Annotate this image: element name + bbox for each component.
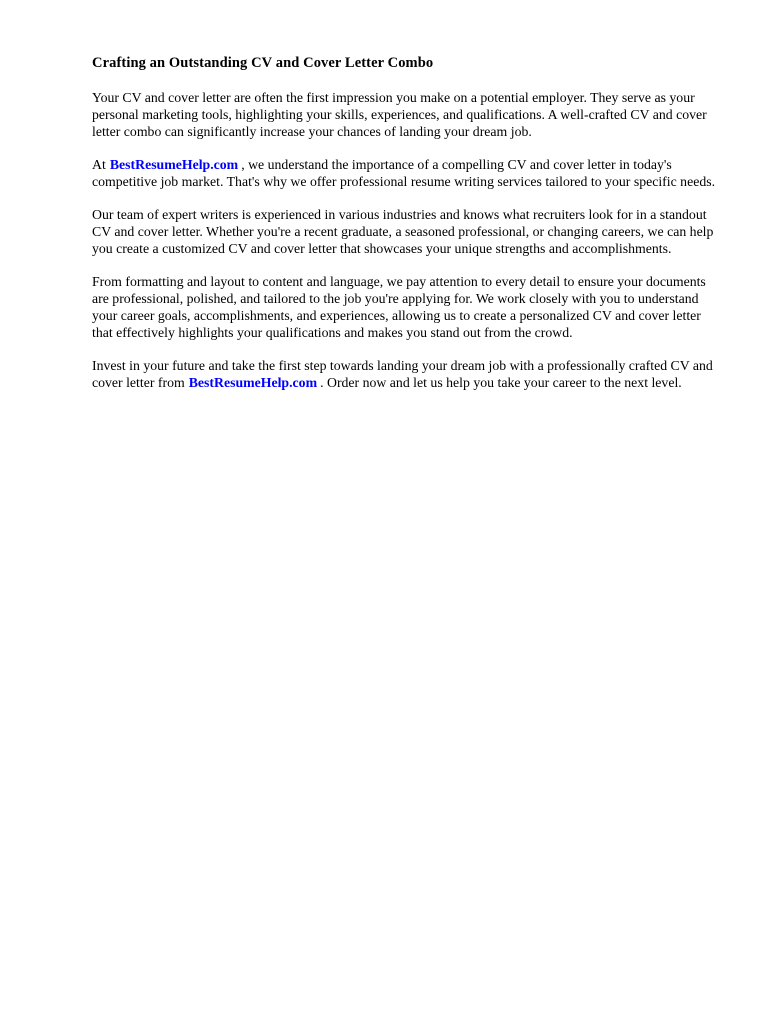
paragraph-services-text-before: At [92, 157, 106, 172]
document-title: Crafting an Outstanding CV and Cover Letter Combo [92, 55, 434, 71]
bestresumehelp-link-2[interactable]: BestResumeHelp.com [188, 375, 318, 390]
paragraph-services-text-after: , we understand the importance of a compelling CV and cover letter in today's competitive job market. That's why we offer professional resume writing services tailored to your specific needs. [92, 157, 716, 189]
document-content [92, 54, 724, 407]
paragraph-team: Our team of expert writers is experienced in various industries and knows what recruiters look for in a standout CV and cover letter. Whether you're a recent graduate, a seasoned professional, or changing careers, we can help you create a customized CV and cover letter that showcases your unique strengths and accomplishments. [92, 207, 714, 256]
paragraph-intro: Your CV and cover letter are often the first impression you make on a potential employer. They serve as your personal marketing tools, highlighting your skills, experiences, and qualifications. A well-crafted CV and cover letter combo can significantly increase your chances of landing your dream job. [92, 90, 707, 139]
paragraph-cta [92, 357, 724, 391]
paragraph-cta-text-after: . Order now and let us help you take your career to the next level. [320, 375, 682, 390]
paragraph-cta-text-before: Invest in your future and take the first step towards landing your dream job with a professionally crafted CV and cover letter from [92, 358, 713, 390]
paragraph-detail: From formatting and layout to content and language, we pay attention to every detail to ensure your documents are professional, polished, and tailored to the job you're applying for. We work closely with you to understand your career goals, accomplishments, and experiences, allowing us to create a personalized CV and cover letter that effectively highlights your qualifications and makes you stand out from the crowd. [92, 274, 706, 340]
bestresumehelp-link[interactable]: BestResumeHelp.com [109, 157, 239, 172]
paragraph-services [92, 156, 724, 190]
